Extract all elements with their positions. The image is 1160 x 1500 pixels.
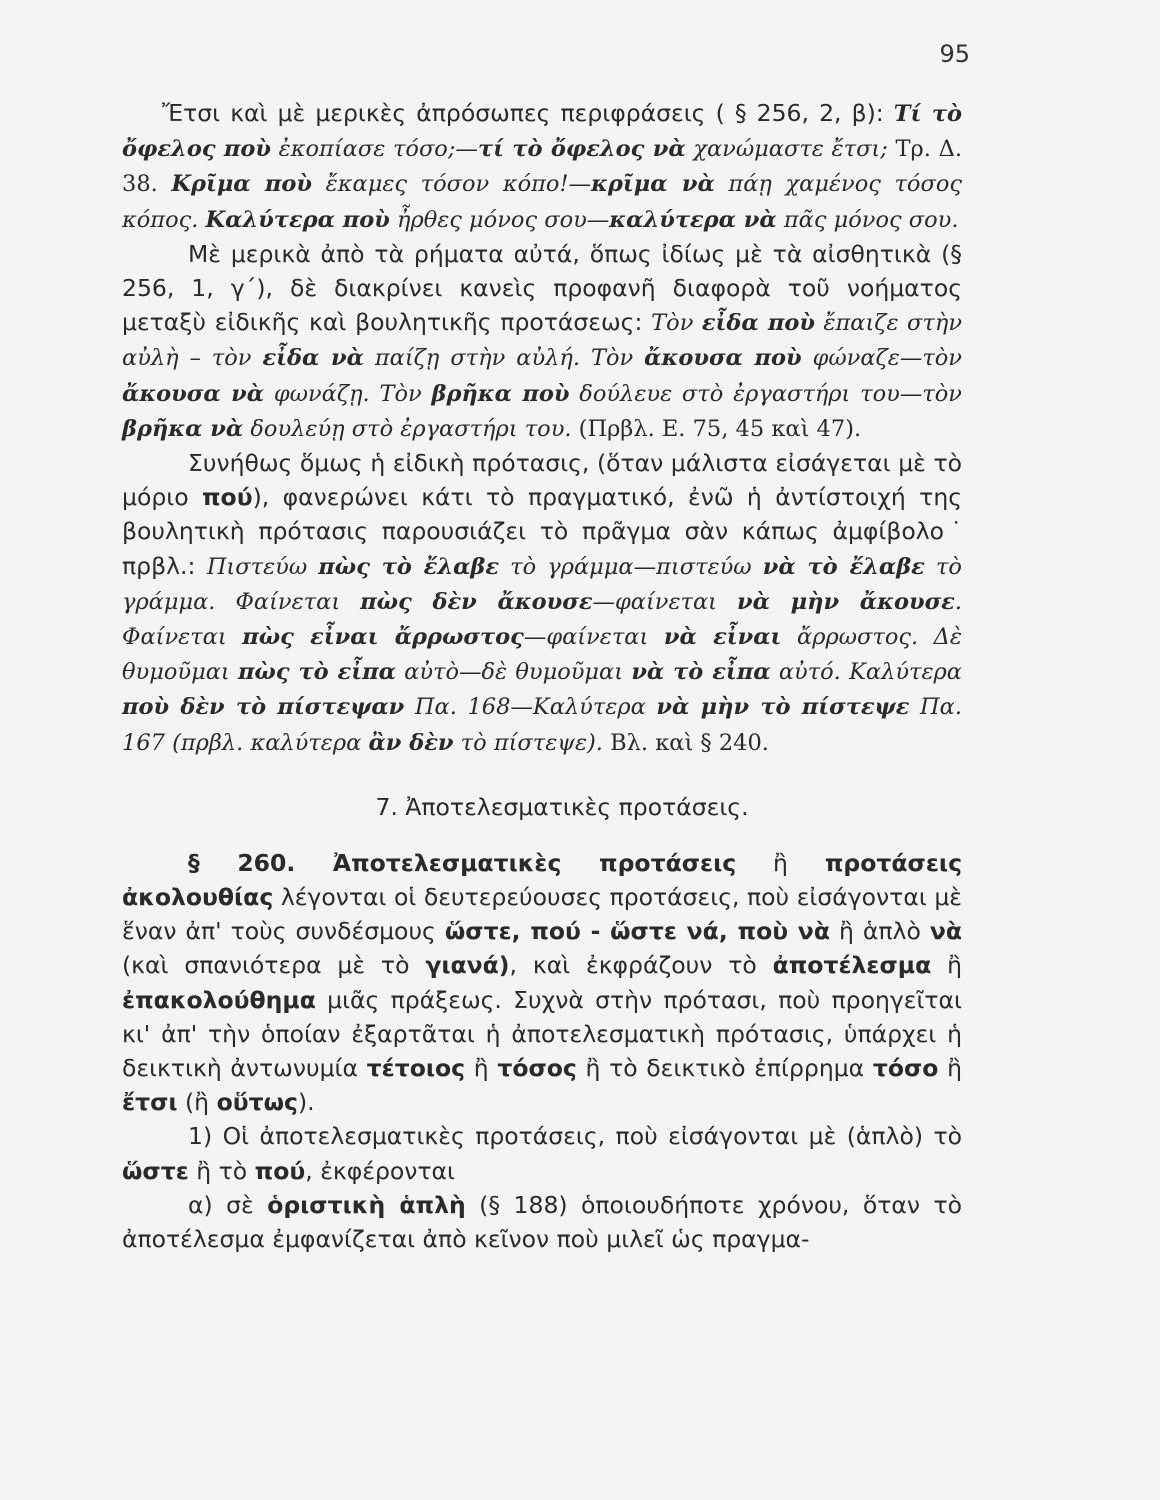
example-text: πάῃ χαμένος τόσος κόπος. (122, 171, 962, 233)
example-emphasis: βρῆκα νὰ (122, 415, 244, 442)
example-text: τὸ γράμμα—πιστεύω (499, 553, 763, 580)
example-text: τὸ πίστεψε). (453, 729, 603, 756)
example-text: Τὸν (651, 310, 702, 337)
bold-term: ἔτσι (122, 1088, 178, 1117)
text-run: ἢ (938, 1054, 963, 1083)
text-run: ), φανερώνει κάτι τὸ πραγματικό, ἐνῶ ἡ ἀντίστοιχή της βουλητικὴ πρότασις παρουσιάζει τὸ πρᾶγμα σὰν κάπως ἀμφίβολο˙ πρβλ.: (122, 483, 963, 580)
bold-term: τέτοιος (366, 1054, 466, 1083)
example-emphasis: ἄκουσα νὰ (122, 380, 265, 407)
example-text: ἦρθες μόνος σου— (389, 206, 610, 233)
example-text: —φαίνεται (523, 624, 664, 651)
text-run: ἢ ἁπλὸ (829, 917, 930, 946)
example-text: —φαίνεται (592, 588, 738, 615)
text-run: (§ 188) ὁποιουδήποτε χρόνου, ὅταν τὸ ἀποτέλεσμα ἐμφανίζεται ἀπὸ κεῖνον ποὺ μιλεῖ ὡς πραγμα- (122, 1190, 962, 1254)
example-emphasis: ἄκουσα ποὺ (644, 345, 802, 372)
example-emphasis: νὰ εἶναι (663, 624, 782, 651)
example-text: αὐτὸ—δὲ θυμοῦμαι (395, 659, 632, 686)
example-text: Πα. 167 (πρβλ. καλύτερα (122, 694, 962, 756)
example-text: . Φαίνεται (122, 588, 962, 651)
bold-term: ἐπακολούθημα (122, 985, 316, 1014)
example-emphasis: νὰ τὸ εἶπα (631, 659, 771, 686)
text-run: ). (297, 1088, 315, 1117)
paragraph-6 (122, 1188, 962, 1256)
example-emphasis: πὼς τὸ ἔλαβε (318, 553, 500, 580)
text-run: ἢ (736, 848, 825, 877)
example-text: φώναζε—τὸν (801, 345, 962, 372)
page-number: 95 (939, 40, 970, 68)
body-text (122, 96, 962, 1256)
text-run: Μὲ μερικὰ ἀπὸ τὰ ρήματα αὐτά, ὅπως ἰδίως μὲ τὰ αἰσθητικὰ (§ 256, 1, γ΄), δὲ διακρίνει κανεὶς προφανῆ διαφορὰ τοῦ νοήματος μεταξὺ εἰδικῆς καὶ βουλητικῆς προτάσεως: (122, 239, 962, 337)
example-text: δουλεύῃ στὸ ἐργαστήρι του. (243, 415, 572, 442)
example-text: ἔπαιζε στὴν αὐλὴ – τὸν (122, 310, 962, 372)
example-emphasis: νὰ μὴν τὸ πίστεψε (656, 694, 910, 721)
text-run: α) σὲ (188, 1190, 268, 1219)
citation: Βλ. καὶ § 240. (602, 729, 769, 756)
example-text: φωνάζῃ. Τὸν (264, 380, 432, 407)
bold-term: ὁριστικὴ ἁπλὴ (267, 1190, 466, 1219)
example-emphasis: κρῖμα νὰ (591, 171, 715, 198)
text-run: 1) Οἱ ἀποτελεσματικὲς προτάσεις, ποὺ εἰσάγονται μὲ (ἁπλὸ) τὸ (188, 1122, 962, 1151)
example-text: χανώμαστε ἔτσι; (685, 136, 896, 163)
example-emphasis: πὼς εἶναι ἄρρωστος (242, 624, 524, 651)
paragraph-3 (122, 446, 962, 760)
example-emphasis: Καλύτερα ποὺ (205, 206, 390, 233)
example-emphasis: τί τὸ ὄφελος νὰ (477, 136, 686, 163)
example-emphasis: εἶδα ποὺ (701, 310, 815, 337)
example-emphasis: νὰ μὴν ἄκουσε (737, 588, 955, 615)
citation: (Πρβλ. Ε. 75, 45 καὶ 47). (571, 415, 862, 442)
example-text: παίζῃ στὴν αὐλή. Τὸν (363, 345, 645, 372)
bold-term: πού (201, 483, 253, 512)
text-run: ἢ (931, 951, 962, 980)
example-text: αὐτό. Καλύτερα (770, 659, 962, 686)
example-text: δούλευε στὸ ἐργαστήρι του—τὸν (569, 380, 962, 407)
example-text: ἐκοπίασε τόσο;— (270, 136, 478, 163)
example-emphasis: πὼς δὲν ἄκουσε (360, 588, 593, 615)
paragraph-5 (122, 1119, 962, 1187)
example-emphasis: Κρῖμα ποὺ (171, 171, 313, 198)
text-run: ἢ τὸ δεικτικὸ ἐπίρρημα (576, 1054, 873, 1083)
example-emphasis: εἶδα νὰ (262, 345, 364, 372)
bold-term: οὕτως (216, 1088, 298, 1117)
bold-term: τόσος (497, 1054, 577, 1083)
text-run: ἢ τὸ (188, 1156, 255, 1185)
section-title: § 260. Ἀποτελεσματικὲς προτάσεις (188, 848, 737, 877)
paragraph-4 (122, 846, 962, 1120)
example-text: Πα. 168—Καλύτερα (404, 694, 657, 721)
paragraph-1 (122, 96, 962, 237)
bold-term: προτάσεις ἀκολουθίας (122, 848, 962, 912)
example-text: Πιστεύω (206, 553, 319, 580)
bold-term: ὥστε (122, 1156, 189, 1185)
example-emphasis: νὰ τὸ ἔλαβε (762, 553, 925, 580)
bold-term: ὥστε, πού - ὥστε νά, ποὺ νὰ (444, 917, 830, 946)
example-text: τὸ γράμμα. Φαίνεται (122, 553, 962, 615)
bold-term: τόσο (872, 1054, 939, 1083)
bold-term: ἀποτέλεσμα (772, 951, 932, 980)
example-text: ἄρρωστος. Δὲ θυμοῦμαι (122, 624, 963, 686)
bold-term: γιανά) (425, 951, 510, 980)
example-emphasis: βρῆκα ποὺ (431, 380, 570, 407)
paragraph-2 (122, 237, 962, 446)
example-emphasis: καλύτερα νὰ (609, 206, 777, 233)
example-emphasis: πὼς τὸ εἶπα (237, 659, 396, 686)
text-run: (ἢ (177, 1088, 217, 1117)
text-run: , καὶ ἐκφράζουν τὸ (509, 951, 773, 980)
text-run: (καὶ σπανιότερα μὲ τὸ (122, 951, 426, 980)
text-run: ἢ (465, 1054, 498, 1083)
example-text: πᾶς μόνος σου. (776, 206, 959, 233)
example-emphasis: ἂν δὲν (368, 729, 454, 756)
bold-term: πού (254, 1156, 306, 1185)
example-emphasis: Τί τὸ ὄφελος ποὺ (122, 101, 962, 163)
citation: Τρ. Δ. 38. (122, 136, 962, 198)
text-run: λέγονται οἱ δευτερεύουσες προτάσεις, ποὺ εἰσάγονται μὲ ἕναν ἀπ' τοὺς συνδέσμους (122, 883, 962, 946)
bold-term: νὰ (929, 917, 962, 946)
text-run: Συνήθως ὅμως ἡ εἰδικὴ πρότασις, (ὅταν μάλιστα εἰσάγεται μὲ τὸ μόριο (122, 449, 962, 512)
text-run: Ἔτσι καὶ μὲ μερικὲς ἀπρόσωπες περιφράσεις ( § 256, 2, β): (162, 99, 894, 127)
section-heading: 7. Ἀποτελεσματικὲς προτάσεις. (375, 792, 749, 821)
text-run: μιᾶς πράξεως. Συχνὰ στὴν πρότασι, ποὺ προηγεῖται κι' ἀπ' τὴν ὁποίαν ἐξαρτᾶται ἡ ἀποτελεσματικὴ πρότασις, ὑπάρχει ἡ δεικτικὴ ἀντωνυμία (122, 985, 962, 1083)
example-text: ἔκαμες τόσον κόπο!— (312, 171, 592, 198)
example-emphasis: ποὺ δὲν τὸ πίστεψαν (122, 694, 405, 721)
text-run: , ἐκφέρονται (305, 1156, 455, 1185)
